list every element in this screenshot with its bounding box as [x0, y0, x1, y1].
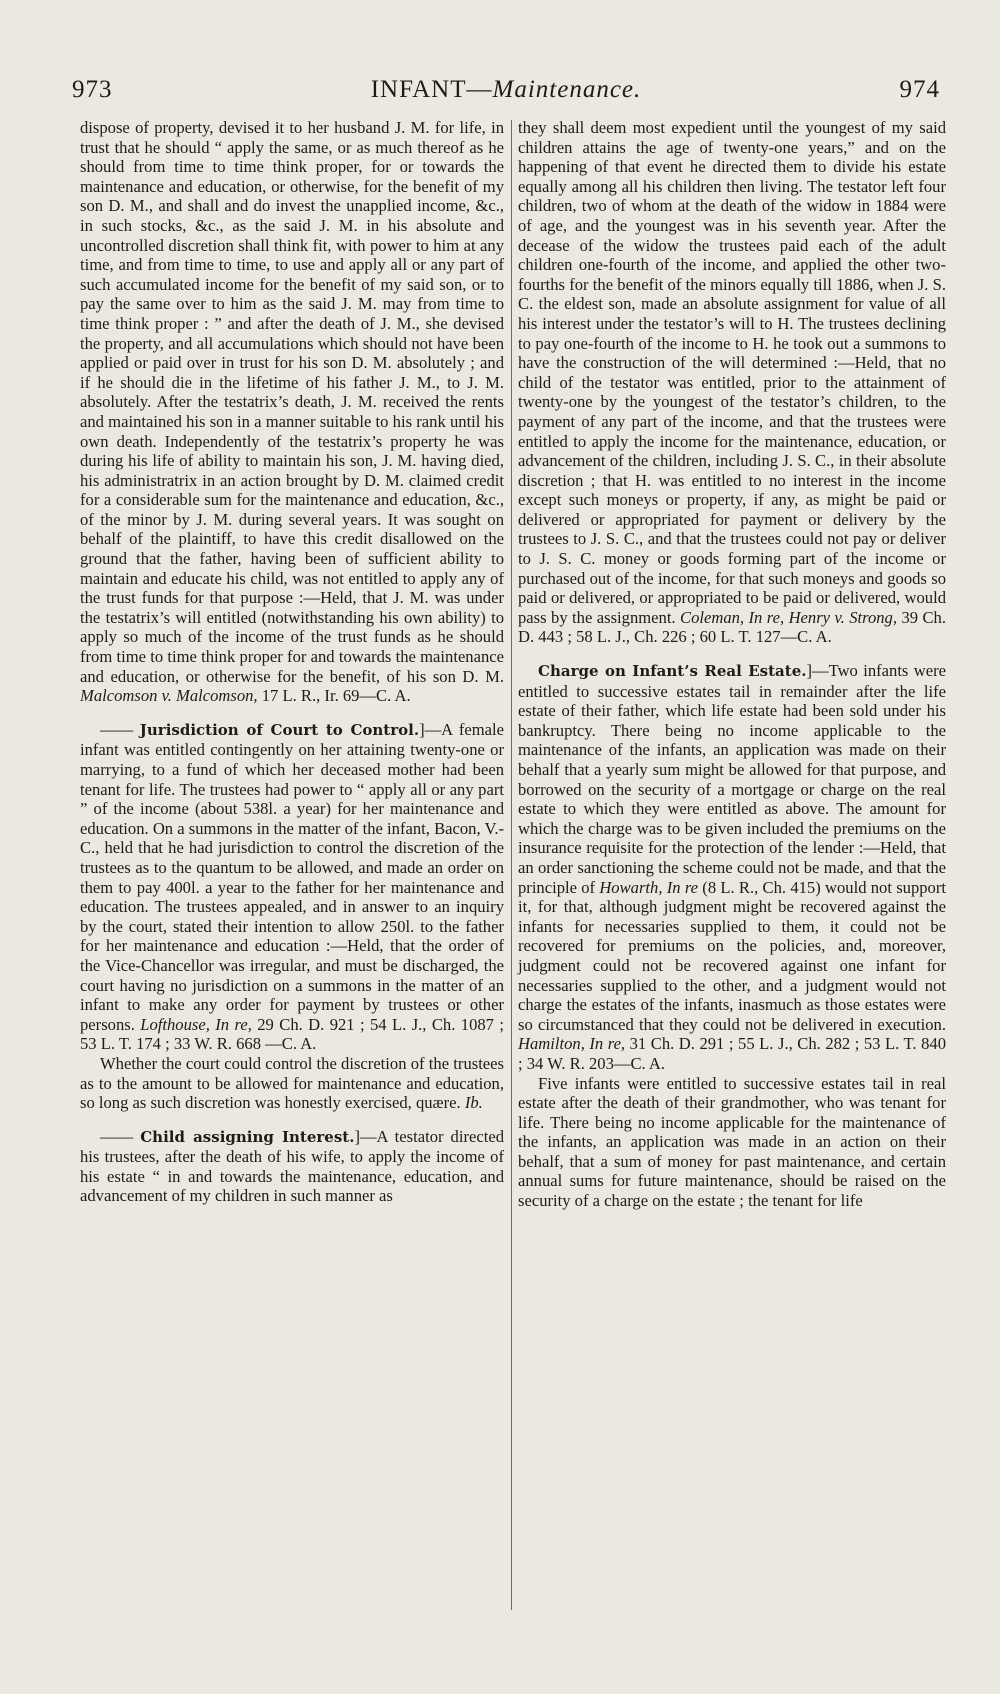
title-main: INFANT—: [370, 76, 493, 103]
paragraph-text: Five infants were entitled to successive estates tail in real estate after the death of their grandmother, who was tenant for life. There being no income applicable for the maintenance of the infants, an application was made in an action on their behalf, that a sum of money for past maintenance, and certain annual sums for future maintenance, should be raised on the security of a charge on the estate ; the tenant for life: [518, 1073, 946, 1211]
paragraph-text: Whether the court could control the discretion of the trustees as to the amount to be allowed for maintenance and education, so long as such discretion was honestly exercised, quære.: [80, 1053, 504, 1113]
page-number-left: 973: [72, 76, 113, 103]
paragraph-text: ]—A female infant was entitled contingently on her attaining twenty-one or marrying, to a fund of which her deceased mother had been tenant for life. The trustees had power to “ apply all or any part ” of the income (about 538l. a year) for her maintenance and education. On a summons in the matter of the infant, Bacon, V.-C., held that he had jurisdiction to control the discretion of the trustees as to the quantum to be allowed, and made an order on them to pay 400l. a year to the father for her maintenance and education. The trustees appealed, and in answer to an inquiry by the court, stated their intention to allow 250l. to the father for her maintenance and education :—Held, that the order of the Vice-Chancellor was irregular, and must be discharged, the court having no jurisdiction on a summons in the matter of an infant to make any order for payment by trustees or other persons.: [80, 719, 504, 1034]
paragraph-text: ]—Two infants were entitled to successive estates tail in remainder after the life estate of their father, which life estate had been sold under his bankruptcy. There being no income applicable to the maintenance of the infants, an application was made on their behalf that a yearly sum might be allowed for that purpose, and borrowed on the security of a mortgage or charge on the real estate to which they were entitled as above. The amount for which the charge was to be given included the premiums on the insurance requisite for the protection of the lender :—Held, that an order sanctioning the scheme could not be made, and that the principle of: [518, 661, 947, 897]
section-charge-real-estate: [518, 661, 946, 1073]
section-heading: Charge on Infant’s Real Estate.: [538, 662, 807, 681]
paragraph: [518, 1074, 946, 1211]
section-dash: ——: [100, 719, 140, 739]
running-header: [72, 72, 940, 112]
paragraph-text: (8 L. R., Ch. 415) would not support it, for that, although judgment might be recovered against the infants for necessaries supplied to them, it could not be recovered for premiums on the policies, and, moreover, judgment could not be recovered against one infant for necessaries supplied to the other, and a judgment would not charge the estates of the infants, inasmuch as those estates were so circumstanced that they could not be delivered in execution.: [518, 877, 946, 1034]
paragraph: [518, 118, 946, 647]
right-column: [518, 118, 946, 1211]
case-reference: 31 Ch. D. 291 ; 55 L. J., Ch. 282 ; 53 L. T. 840 ; 34 W. R. 203—C. A.: [518, 1034, 947, 1073]
section-dash: ——: [100, 1126, 141, 1146]
case-citation: Lofthouse, In re,: [140, 1014, 252, 1034]
title-subtitle: Maintenance.: [492, 76, 642, 103]
column-divider: [511, 120, 512, 1610]
running-title: [72, 76, 940, 104]
paragraph-text: dispose of property, devised it to her husband J. M. for life, in trust that he should “ apply the same, or as much thereof as he should from time to time think proper, for or towards the maintenance and education, or otherwise, for the benefit of my son D. M., and shall and do invest the unapplied income, &c., in such stocks, &c., as the said J. M. in his absolute and uncontrolled discretion shall think fit, with power to him at any time, and from time to time, to use and apply all or any part of such accumulated income for the benefit of my said son, or to pay the same over to him as the said J. M. may from time to time think proper : ” and after the death of J. M., she devised the property, and all accumulations which should not have been applied or paid over in trust for his son D. M. absolutely ; and if he should die in the lifetime of his father J. M., to J. M. absolutely. After the testatrix’s death, J. M. received the rents and maintained his son in a manner suitable to his rank until his own death. Independently of the testatrix’s property he was during his life of ability to maintain his son, J. M. having died, his administratrix in an action brought by D. M. claimed credit for a considerable sum for the maintenance and education, &c., of the minor by J. M. during several years. It was sought on behalf of the plaintiff, to have this credit disallowed on the ground that the father, having been of sufficient ability to maintain and educate his child, was not entitled to apply any of the trust funds for that purpose :—Held, that J. M. was under the testatrix’s will entitled (notwithstanding his own ability) to apply so much of the income of the trust funds as he should from time to time think proper for and towards the maintenance and education, or otherwise for the benefit, of his son D. M.: [80, 118, 504, 686]
paragraph: [80, 1054, 504, 1113]
case-citation: Hamilton, In re,: [518, 1034, 626, 1054]
paragraph-text: ]—A testator directed his trustees, after the death of his wife, to apply the income of his estate “ in and towards the maintenance, education, and advancement of my children in such manner as: [80, 1126, 504, 1206]
case-citation: Coleman, In re, Henry v. Strong,: [680, 607, 897, 627]
section-heading: Jurisdiction of Court to Control.: [139, 720, 420, 739]
paragraph: [80, 118, 504, 706]
case-reference: 29 Ch. D. 921 ; 54 L. J., Ch. 1087 ; 53 L. T. 174 ; 33 W. R. 668 —C. A.: [80, 1014, 504, 1054]
case-citation: Ib.: [464, 1093, 483, 1113]
case-reference: 17 L. R., Ir. 69—C. A.: [257, 686, 411, 706]
case-citation: Howarth, In re: [599, 877, 699, 897]
left-column: [80, 118, 504, 1206]
page-number-right: 974: [899, 76, 940, 103]
paragraph-text: they shall deem most expedient until the youngest of my said children attains the age of twenty-one years,” and on the happening of that event he directed them to divide his estate equally among all his children then living. The testator left four children, two of whom at the death of the widow in 1884 were of age, and the youngest was in his seventh year. After the decease of the widow the trustees paid each of the adult children one-fourth of the income, and applied the other two-fourths for the benefit of the minors equally till 1886, when J. S. C. the eldest son, made an absolute assignment for value of all his interest under the testator’s will to H. The trustees declining to pay one-fourth of the income to H. he took out a summons to have the construction of the will determined :—Held, that no child of the testator was entitled, prior to the attainment of twenty-one by the youngest of the testator’s children, to the payment of any part of the income, and that the trustees were entitled to apply the income for the maintenance, education, or advancement of the children, including J. S. C., in their absolute discretion ; that H. was entitled to no interest in the income except such moneys or property, if any, as might be paid or delivered or appropriated for payment or delivery by the trustees to J. S. C., and that the trustees could not pay or deliver to J. S. C. money or goods forming part of the income or purchased out of the income, for that such moneys and goods so paid or delivered, or appropriated to be paid or delivered, would pass by the assignment.: [518, 118, 946, 627]
section-heading: Child assigning Interest.: [140, 1127, 355, 1146]
case-citation: Malcomson v. Malcomson,: [80, 686, 258, 706]
section-child-assigning: [80, 1127, 504, 1206]
section-jurisdiction: [80, 720, 504, 1054]
case-reference: 39 Ch. D. 443 ; 58 L. J., Ch. 226 ; 60 L. T. 127—C. A.: [518, 607, 946, 647]
